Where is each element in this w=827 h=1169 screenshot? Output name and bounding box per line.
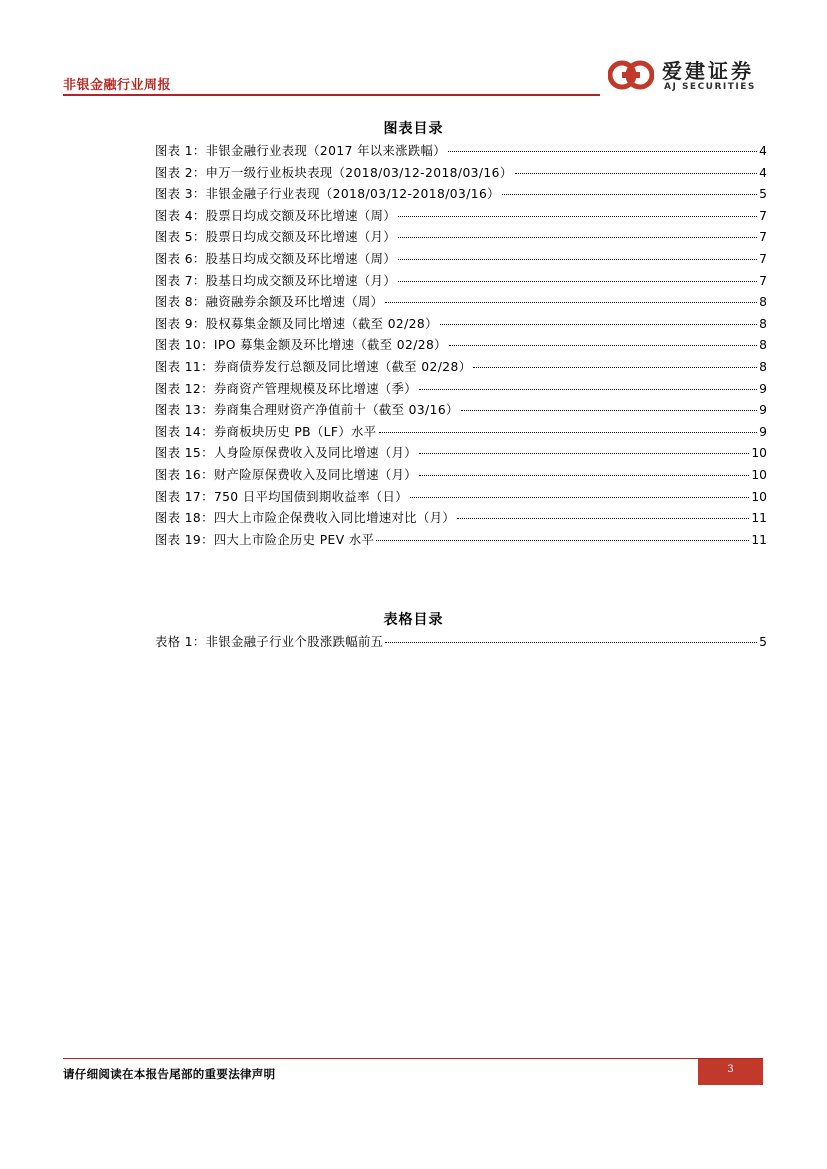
toc-dot-leader [502,193,757,195]
toc-entry[interactable] [155,314,767,336]
toc-dot-leader [457,517,749,519]
footer-divider [63,1058,763,1059]
toc-entry-label[interactable]: 表格 1：非银金融子行业个股涨跌幅前五 [155,635,384,649]
toc-dot-leader [473,366,757,368]
toc-entry-page[interactable]: 10 [751,446,767,461]
figures-toc-list [155,141,767,551]
toc-entry-page[interactable]: 7 [759,230,767,245]
toc-entry-page[interactable]: 11 [751,532,767,547]
aj-logo-icon [608,56,654,94]
tables-toc-list [155,632,767,654]
toc-entry-label[interactable]: 图表 16：财产险原保费收入及同比增速（月） [155,467,417,482]
toc-entry[interactable] [155,530,767,552]
toc-dot-leader [440,323,757,325]
toc-entry-label[interactable]: 图表 19：四大上市险企历史 PEV 水平 [155,532,375,547]
tables-toc-heading: 表格目录 [383,612,444,628]
toc-entry-label[interactable]: 图表 4：股票日均成交额及环比增速（周） [155,208,397,223]
toc-entry[interactable] [155,206,767,228]
toc-entry-page[interactable]: 10 [751,489,767,504]
toc-entry[interactable] [155,271,767,293]
toc-entry[interactable] [155,422,767,444]
toc-entry-page[interactable]: 8 [759,359,767,374]
toc-entry[interactable] [155,357,767,379]
toc-dot-leader [410,496,749,498]
toc-entry-page[interactable]: 5 [759,187,767,202]
toc-entry-page[interactable]: 7 [759,273,767,288]
toc-entry[interactable] [155,443,767,465]
toc-dot-leader [398,215,757,217]
toc-entry-page[interactable]: 9 [759,381,767,396]
toc-dot-leader [398,236,757,238]
toc-entry-label[interactable]: 图表 2：申万一级行业板块表现（2018/03/12-2018/03/16） [155,165,513,180]
toc-entry-page[interactable]: 4 [759,144,767,158]
toc-entry-label[interactable]: 图表 18：四大上市险企保费收入同比增速对比（月） [155,511,456,526]
toc-entry-label[interactable]: 图表 3：非银金融子行业表现（2018/03/12-2018/03/16） [155,187,500,202]
toc-entry-label[interactable]: 图表 10：IPO 募集金额及环比增速（截至 02/28） [155,338,447,353]
toc-entry[interactable] [155,184,767,206]
legal-notice: 请仔细阅读在本报告尾部的重要法律声明 [63,1067,276,1081]
toc-entry-page[interactable]: 9 [759,424,767,439]
header-divider [63,94,600,96]
page-number: 3 [698,1059,763,1085]
toc-dot-leader [515,172,758,174]
toc-entry-page[interactable]: 8 [759,295,767,310]
toc-entry[interactable] [155,379,767,401]
toc-entry[interactable] [155,141,767,163]
toc-entry[interactable] [155,487,767,509]
toc-entry[interactable] [155,292,767,314]
figures-toc-heading: 图表目录 [383,121,444,137]
toc-entry-page[interactable]: 4 [759,165,767,180]
toc-dot-leader [449,344,757,346]
toc-entry-label[interactable]: 图表 13：券商集合理财资产净值前十（截至 03/16） [155,403,459,418]
toc-entry[interactable] [155,227,767,249]
toc-dot-leader [419,474,749,476]
toc-entry-page[interactable]: 11 [751,511,767,526]
toc-dot-leader [398,258,757,260]
toc-entry[interactable] [155,465,767,487]
toc-entry-label[interactable]: 图表 12：券商资产管理规模及环比增速（季） [155,381,417,396]
toc-entry-label[interactable]: 图表 15：人身险原保费收入及同比增速（月） [155,446,417,461]
toc-entry-page[interactable]: 9 [759,403,767,418]
report-title: 非银金融行业周报 [63,78,172,93]
company-logo [608,54,768,96]
logo-english-text: AJ SECURITIES [664,82,756,92]
toc-entry-page[interactable]: 8 [759,338,767,353]
toc-entry[interactable] [155,163,767,185]
toc-entry[interactable] [155,335,767,357]
toc-entry-page[interactable]: 7 [759,208,767,223]
toc-dot-leader [376,539,749,541]
toc-entry-page[interactable]: 10 [751,467,767,482]
toc-entry[interactable] [155,249,767,271]
toc-entry-label[interactable]: 图表 7：股基日均成交额及环比增速（月） [155,273,397,288]
toc-dot-leader [379,431,758,433]
toc-entry-label[interactable]: 图表 5：股票日均成交额及环比增速（月） [155,230,397,245]
toc-entry-label[interactable]: 图表 6：股基日均成交额及环比增速（周） [155,251,397,266]
toc-entry[interactable] [155,400,767,422]
toc-dot-leader [385,301,757,303]
toc-dot-leader [398,280,757,282]
toc-entry-page[interactable]: 8 [759,316,767,331]
toc-entry[interactable] [155,632,767,654]
toc-entry-label[interactable]: 图表 1：非银金融行业表现（2017 年以来涨跌幅） [155,144,446,158]
toc-dot-leader [419,388,757,390]
logo-chinese-text: 爱建证券 [662,59,754,83]
toc-dot-leader [385,641,757,643]
toc-entry-page[interactable]: 7 [759,251,767,266]
toc-dot-leader [461,409,757,411]
toc-entry-label[interactable]: 图表 9：股权募集金额及同比增速（截至 02/28） [155,316,438,331]
toc-entry-label[interactable]: 图表 11：券商债券发行总额及同比增速（截至 02/28） [155,359,472,374]
toc-entry-page[interactable]: 5 [759,635,767,649]
toc-dot-leader [419,452,749,454]
toc-entry-label[interactable]: 图表 8：融资融券余额及环比增速（周） [155,295,384,310]
toc-entry-label[interactable]: 图表 17：750 日平均国债到期收益率（日） [155,489,408,504]
toc-entry[interactable] [155,508,767,530]
toc-entry-label[interactable]: 图表 14：券商板块历史 PB（LF）水平 [155,424,377,439]
toc-dot-leader [448,150,757,152]
